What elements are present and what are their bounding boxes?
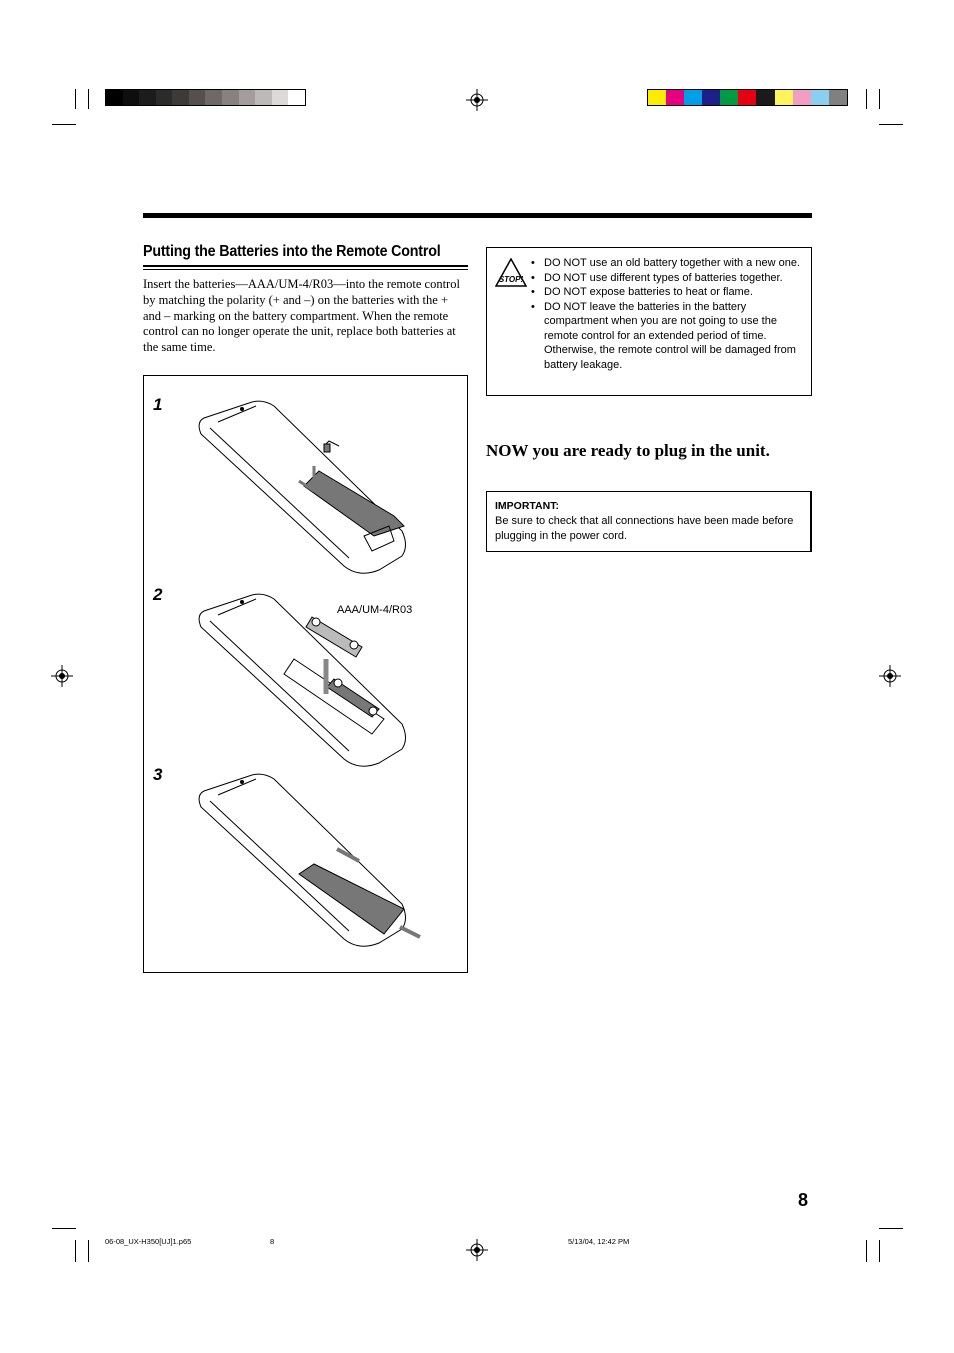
color-swatch [829, 90, 847, 105]
remote-step-1 [199, 401, 405, 573]
caution-list [531, 256, 805, 372]
crop-mark [866, 89, 867, 109]
crop-mark [879, 124, 903, 125]
color-swatch [272, 90, 289, 105]
heading-rule [143, 265, 468, 267]
color-swatch [139, 90, 156, 105]
intro-paragraph: Insert the batteries—AAA/UM-4/R03—into the remote control by matching the polarity (+ and –) on the batteries with the + and – marking on the battery compartment. When the remote control can no longer operate the unit, replace both batteries at the same time. [143, 277, 460, 355]
footer-date: 5/13/04, 12:42 PM [568, 1237, 630, 1246]
crop-mark [879, 1228, 903, 1229]
color-swatch [775, 90, 793, 105]
crop-mark [879, 89, 880, 109]
color-swatch [756, 90, 774, 105]
grayscale-color-bar [105, 89, 306, 106]
crop-mark [75, 89, 76, 109]
process-color-bar [647, 89, 848, 106]
ready-heading: NOW you are ready to plug in the unit. [486, 441, 770, 460]
color-swatch [702, 90, 720, 105]
remote-illustration [144, 376, 467, 972]
footer-page: 8 [270, 1237, 275, 1246]
crop-mark [52, 124, 76, 125]
registration-mark-icon [51, 665, 73, 687]
important-box [486, 491, 812, 552]
crop-mark [52, 1228, 76, 1229]
color-swatch [684, 90, 702, 105]
color-swatch [811, 90, 829, 105]
color-swatch [666, 90, 684, 105]
crop-mark [88, 1240, 89, 1262]
heading-rule [143, 269, 468, 270]
step-number: 2 [153, 585, 163, 604]
battery-type-label: AAA/UM-4/R03 [337, 604, 413, 616]
top-rule [143, 213, 812, 218]
color-swatch [648, 90, 666, 105]
color-swatch [288, 90, 305, 105]
color-swatch [106, 90, 123, 105]
color-swatch [720, 90, 738, 105]
color-swatch [255, 90, 272, 105]
crop-mark [866, 1240, 867, 1262]
caution-box [486, 247, 812, 396]
caution-item: • DO NOT use different types of batteries together. [531, 271, 783, 284]
registration-mark-icon [466, 1239, 488, 1261]
battery-figure [143, 375, 468, 973]
caution-item: • DO NOT use an old battery together with a new one. [531, 257, 800, 269]
step-number: 3 [153, 765, 163, 784]
color-swatch [172, 90, 189, 105]
color-swatch [793, 90, 811, 105]
footer-file: 06-08_UX-H350[UJ]1.p65 [105, 1237, 192, 1246]
crop-mark [88, 89, 89, 109]
page-number: 8 [798, 1190, 809, 1210]
important-text: Be sure to check that all connections have been made before plugging in the power cord. [495, 515, 794, 542]
remote-step-3 [199, 774, 420, 946]
color-swatch [123, 90, 140, 105]
color-swatch [738, 90, 756, 105]
color-swatch [239, 90, 256, 105]
registration-mark-icon [466, 89, 488, 111]
color-swatch [222, 90, 239, 105]
color-swatch [156, 90, 173, 105]
important-title: IMPORTANT: [495, 500, 559, 512]
caution-item: • DO NOT leave the batteries in the battery compartment when you are not going to use the remote control for an extended period of time. Otherwise, the remote control will be damaged from battery leakage. [531, 300, 796, 371]
remote-step-2 [199, 594, 405, 766]
crop-mark [75, 1240, 76, 1262]
section-heading: Putting the Batteries into the Remote Control [143, 243, 441, 260]
caution-item: • DO NOT expose batteries to heat or flame. [531, 286, 753, 298]
color-swatch [189, 90, 206, 105]
crop-mark [879, 1240, 880, 1262]
stop-icon-text: STOP! [498, 275, 524, 284]
color-swatch [205, 90, 222, 105]
step-number: 1 [153, 395, 163, 414]
registration-mark-icon [879, 665, 901, 687]
stop-warning-icon [495, 258, 527, 288]
